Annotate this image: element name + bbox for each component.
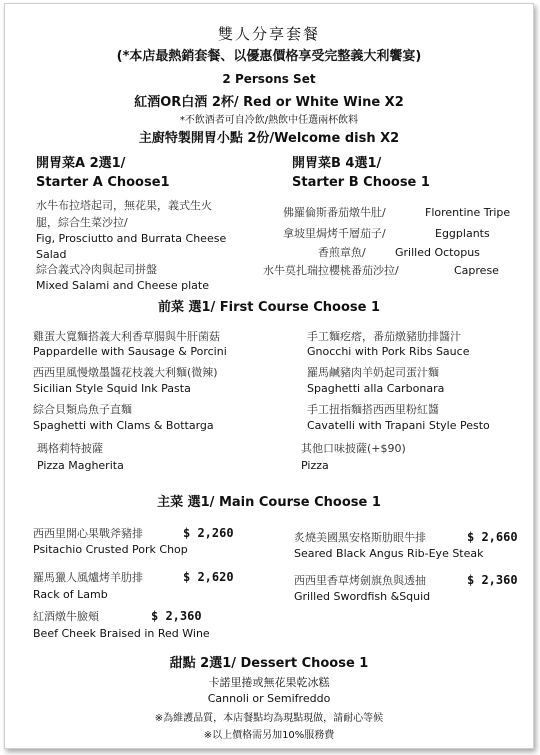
main-left-1-en: Psitachio Crusted Pork Chop: [33, 543, 188, 556]
main-left-3-price: $ 2,360: [151, 609, 202, 623]
menu-title-en: 2 Persons Set: [222, 72, 316, 86]
main-right-2-en: Grilled Swordfish &Squid: [294, 590, 431, 603]
starter-a-item-1-zh-cont: 腿，綜合生菜沙拉/: [36, 216, 128, 229]
first-left-4-zh: 瑪格莉特披薩: [37, 442, 103, 455]
menu-page: [4, 3, 534, 749]
first-left-3-en: Spaghetti with Clams & Bottarga: [33, 419, 214, 432]
first-right-4-zh: 其他口味披薩(+$90): [301, 442, 406, 455]
starter-b-item-1-en: Florentine Tripe: [425, 206, 511, 219]
first-course-heading: 前菜 選1/ First Course Choose 1: [157, 300, 381, 315]
first-right-1-zh: 手工麵疙瘩，番茄燉豬肋排醬汁: [307, 330, 461, 343]
starter-b-item-4-en: Caprese: [454, 264, 499, 277]
first-left-4-en: Pizza Magherita: [37, 459, 124, 472]
starter-b-item-1-zh: 佛羅倫斯番茄燉牛肚/: [283, 206, 386, 219]
main-right-2-zh: 西西里香草烤劍旗魚與透抽: [294, 574, 426, 587]
main-left-1-zh: 西西里開心果戰斧豬排: [33, 527, 143, 540]
first-right-2-zh: 羅馬鹹豬肉羊奶起司蛋汁麵: [307, 366, 439, 379]
main-left-2-zh: 羅馬獵人風爐烤羊肋排: [33, 571, 143, 584]
starter-b-item-3-en: Grilled Octopus: [395, 246, 480, 259]
main-left-3-zh: 紅酒燉牛臉頰: [33, 610, 99, 623]
main-course-heading: 主菜 選1/ Main Course Choose 1: [157, 495, 381, 510]
main-left-2-en: Rack of Lamb: [33, 588, 108, 601]
starter-a-item-2-en: Mixed Salami and Cheese plate: [36, 279, 209, 292]
main-right-1-price: $ 2,660: [467, 530, 518, 544]
first-right-4-en: Pizza: [301, 459, 329, 472]
dessert-heading: 甜點 2選1/ Dessert Choose 1: [169, 656, 369, 671]
main-right-1-en: Seared Black Angus Rib-Eye Steak: [294, 547, 484, 560]
main-left-1-price: $ 2,260: [183, 526, 234, 540]
dessert-item-zh: 卡諾里捲或無花果乾冰糕: [208, 676, 330, 689]
first-left-1-zh: 雞蛋大寬麵搭義大利香草腸與牛肝菌菇: [33, 330, 220, 343]
starter-b-item-2-zh: 拿坡里焗烤千層茄子/: [283, 227, 386, 240]
first-left-2-zh: 西西里風慢燉墨醬花枝義大利麵(微辣): [33, 366, 218, 379]
menu-title-zh: 雙人分享套餐: [217, 25, 320, 43]
starter-b-item-2-en: Eggplants: [435, 227, 490, 240]
starter-b-heading-zh: 開胃菜B 4選1/: [292, 156, 382, 171]
dessert-item-en: Cannoli or Semifreddo: [207, 692, 331, 705]
starter-b-item-3-zh: 香煎章魚/: [318, 246, 366, 259]
menu-subtitle-zh: (*本店最熱銷套餐、以優惠價格享受完整義大利饗宴): [116, 49, 422, 64]
first-right-2-en: Spaghetti alla Carbonara: [307, 382, 445, 395]
main-right-1-zh: 炙燒美國黑安格斯肋眼牛排: [294, 531, 426, 544]
main-right-2-price: $ 2,360: [467, 573, 518, 587]
starter-b-heading-en: Starter B Choose 1: [292, 175, 430, 190]
first-left-2-en: Sicilian Style Squid Ink Pasta: [33, 382, 191, 395]
first-left-3-zh: 綜合貝類烏魚子直麵: [33, 403, 132, 416]
first-right-3-en: Cavatelli with Trapani Style Pesto: [307, 419, 490, 432]
main-left-3-en: Beef Cheek Braised in Red Wine: [33, 627, 210, 640]
wine-heading: 紅酒OR白酒 2杯/ Red or White Wine X2: [134, 95, 404, 110]
first-right-1-en: Gnocchi with Pork Ribs Sauce: [307, 345, 470, 358]
first-left-1-en: Pappardelle with Sausage & Porcini: [33, 345, 227, 358]
starter-a-heading-zh: 開胃菜A 2選1/: [36, 156, 126, 171]
starter-a-heading-en: Starter A Choose1: [36, 175, 170, 190]
starter-a-item-1-en-cont: Salad: [36, 248, 67, 261]
starter-a-item-1-en: Fig, Prosciutto and Burrata Cheese: [36, 232, 227, 245]
starter-a-item-2-zh: 綜合義式冷肉與起司拼盤: [36, 263, 157, 276]
welcome-dish-heading: 主廚特製開胃小點 2份/Welcome dish X2: [138, 131, 400, 146]
note-service-charge: ※以上價格需另加10%服務費: [203, 730, 335, 741]
starter-b-item-4-zh: 水牛莫扎瑞拉櫻桃番茄沙拉/: [263, 264, 399, 277]
note-freshly-made: ※為維護品質，本店餐點均為現點現做，請耐心等候: [154, 713, 384, 724]
wine-note: *不飲酒者可自冷飲/熱飲中任選兩杯飲料: [179, 115, 359, 126]
starter-a-item-1-zh: 水牛布拉塔起司，無花果，義式生火: [36, 199, 212, 212]
first-right-3-zh: 手工扭指麵搭西西里粉紅醬: [307, 403, 439, 416]
main-left-2-price: $ 2,620: [183, 570, 234, 584]
